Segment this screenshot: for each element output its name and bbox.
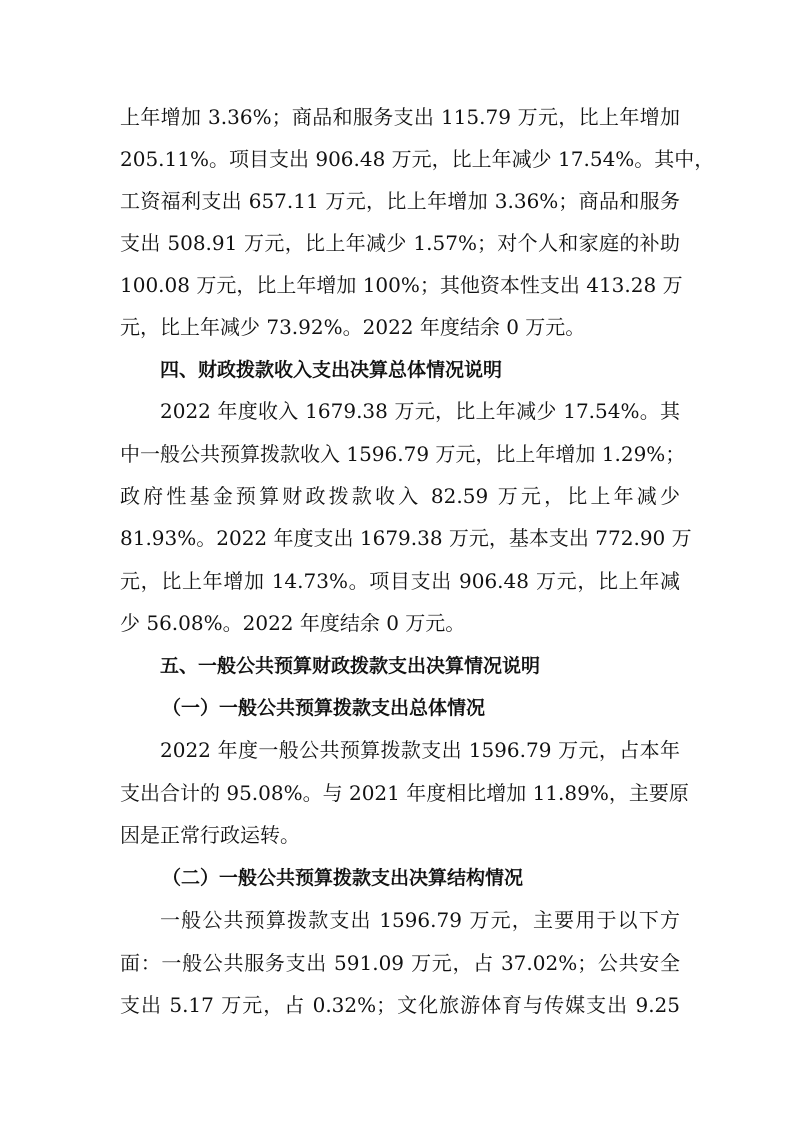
- subsection-heading-1: （一）一般公共预算拨款支出总体情况: [162, 697, 486, 719]
- subsection-heading-2: （二）一般公共预算拨款支出决算结构情况: [162, 867, 524, 889]
- paragraph-line: 少 56.08%。2022 年度结余 0 万元。: [120, 611, 466, 635]
- paragraph-line: 面：一般公共服务支出 591.09 万元，占 37.02%；公共安全: [120, 951, 680, 975]
- paragraph-line: 205.11%。项目支出 906.48 万元，比上年减少 17.54%。其中，: [120, 147, 715, 171]
- paragraph-line: 支出 508.91 万元，比上年减少 1.57%；对个人和家庭的补助: [120, 231, 680, 255]
- paragraph-line: 支出 5.17 万元，占 0.32%；文化旅游体育与传媒支出 9.25: [120, 993, 680, 1017]
- paragraph-line: 81.93%。2022 年度支出 1679.38 万元，基本支出 772.90 万: [120, 526, 692, 550]
- paragraph-line: 2022 年度一般公共预算拨款支出 1596.79 万元，占本年: [160, 738, 680, 762]
- paragraph-line: 100.08 万元，比上年增加 100%；其他资本性支出 413.28 万: [120, 273, 683, 297]
- paragraph-line: 因是正常行政运转。: [120, 823, 300, 847]
- paragraph-line: 中一般公共预算拨款收入 1596.79 万元，比上年增加 1.29%；: [120, 442, 686, 466]
- section-heading-4: 四、财政拨款收入支出决算总体情况说明: [160, 359, 503, 381]
- section-heading-5: 五、一般公共预算财政拨款支出决算情况说明: [160, 655, 541, 677]
- paragraph-line: 支出合计的 95.08%。与 2021 年度相比增加 11.89%，主要原: [120, 781, 689, 805]
- paragraph-line: 政府性基金预算财政拨款收入 82.59 万元，比上年减少: [120, 484, 680, 508]
- paragraph-line: 元，比上年增加 14.73%。项目支出 906.48 万元，比上年减: [120, 569, 680, 593]
- paragraph-line: 2022 年度收入 1679.38 万元，比上年减少 17.54%。其: [160, 399, 680, 423]
- paragraph-line: 一般公共预算拨款支出 1596.79 万元，主要用于以下方: [160, 908, 680, 932]
- paragraph-line: 元，比上年减少 73.92%。2022 年度结余 0 万元。: [120, 315, 586, 339]
- paragraph-line: 上年增加 3.36%；商品和服务支出 115.79 万元，比上年增加: [120, 105, 680, 129]
- paragraph-line: 工资福利支出 657.11 万元，比上年增加 3.36%；商品和服务: [120, 189, 680, 213]
